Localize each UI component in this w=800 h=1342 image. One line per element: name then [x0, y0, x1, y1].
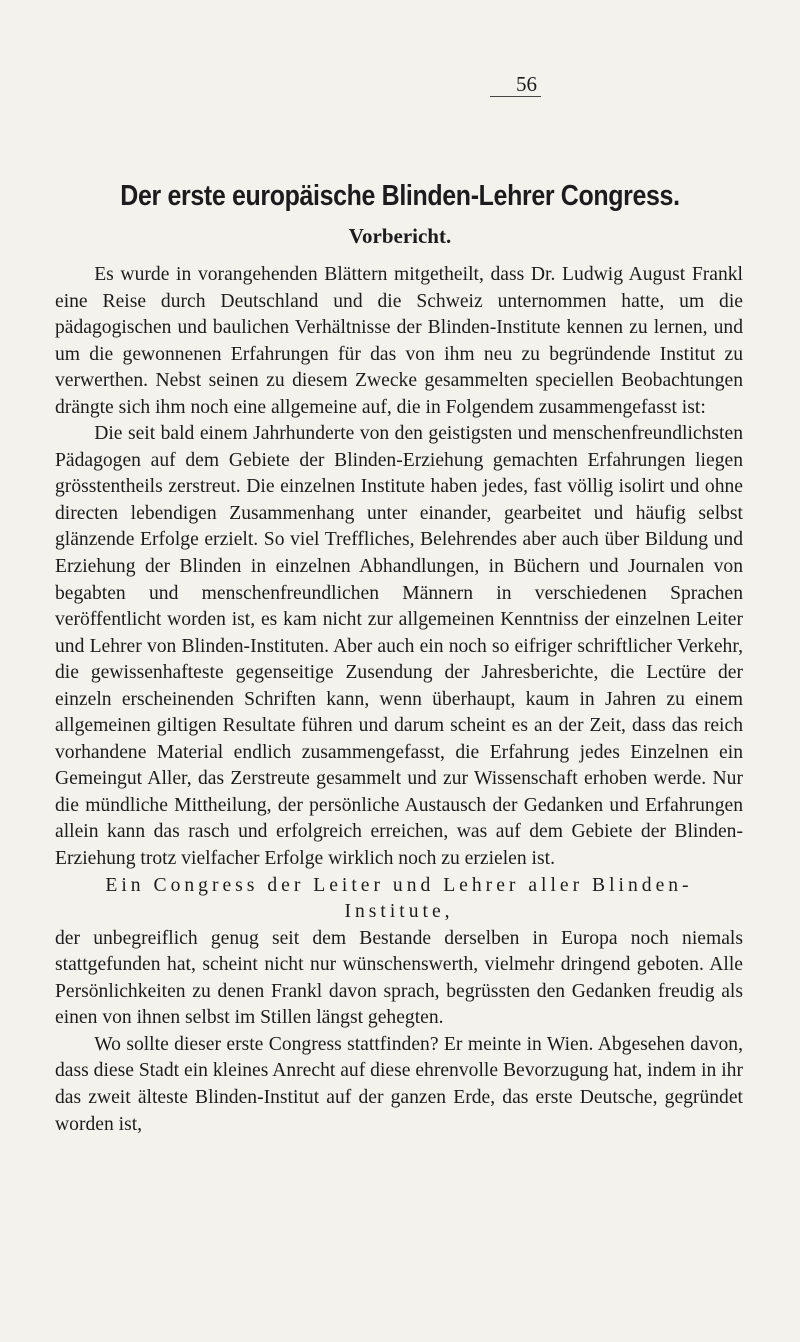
article-body [55, 262, 743, 1138]
article-subtitle: Vorbericht. [348, 224, 452, 248]
page-number: 56 [490, 72, 541, 97]
paragraph-1: Es wurde in vorangehenden Blättern mitgetheilt, dass Dr. Ludwig August Frankl eine Reise durch Deutschland und die Schweiz unternommen hatte, um die pädagogischen und baulichen Verhältnisse der Blinden-Institute kennen zu lernen, und um die gewonnenen Erfahrungen für das von ihm neu zu begründende Institut zu verwerthen. Nebst seinen zu diesem Zwecke gesammelten speciellen Beobachtungen drängte sich ihm noch eine allgemeine auf, die in Folgendem zusammengefasst ist: [55, 264, 743, 418]
paragraph-2: Die seit bald einem Jahrhunderte von den geistigsten und menschenfreundlichsten Pädagogen auf dem Gebiete der Blinden-Erziehung gemachten Erfahrungen liegen grösstentheils zerstreut. Die einzelnen Institute haben jedes, fast völlig isolirt und ohne directen lebendigen Zusammenhang unter einander, gearbeitet und häufig selbst glänzende Erfolge erzielt. So viel Treffliches, Belehrendes aber auch über Bildung und Erziehung der Blinden in einzelnen Abhandlungen, in Büchern und Journalen von begabten und menschenfreundlichen Männern in verschiedenen Sprachen veröffentlicht worden ist, es kam nicht zur allgemeinen Kenntniss der einzelnen Leiter und Lehrer von Blinden-Instituten. Aber auch ein noch so eifriger schriftlicher Verkehr, die gewissenhafteste gegenseitige Zusendung der Jahresberichte, die Lectüre der einzeln erscheinenden Schriften kann, wenn überhaupt, kaum in Jahren zu einem allgemeinen giltigen Resultate führen und darum scheint es an der Zeit, dass das reich vorhandene Material endlich zusammengefasst, die Erfahrung jedes Einzelnen ein Gemeingut Aller, das Zerstreute gesammelt und zur Wissenschaft erhoben werde. Nur die mündliche Mittheilung, der persönliche Austausch der Gedanken und Erfahrungen allein kann das rasch und erfolgreich erreichen, was auf dem Gebiete der Blinden-Erziehung trotz vielfacher Erfolge wirklich noch zu erzielen ist. [55, 423, 743, 870]
spaced-heading: Ein Congress der Leiter und Lehrer aller Blinden-Institute, [105, 874, 693, 923]
paragraph-4: Wo sollte dieser erste Congress stattfinden? Er meinte in Wien. Abgesehen davon, dass diese Stadt ein kleines Anrecht auf diese ehrenvolle Bevorzugung hat, indem in ihr das zweit älteste Blinden-Institut auf der ganzen Erde, das erste Deutsche, gegründet worden ist, [55, 1033, 743, 1135]
article-title: Der erste europäische Blinden-Lehrer Congress. [120, 180, 680, 212]
paragraph-3: der unbegreiflich genug seit dem Bestande derselben in Europa noch niemals stattgefunden hat, scheint nicht nur wünschenswerth, vielmehr dringend geboten. Alle Persönlichkeiten zu denen Frankl davon sprach, begrüssten den Gedanken freudig als einen von ihnen selbst im Stillen längst gehegten. [55, 927, 743, 1029]
